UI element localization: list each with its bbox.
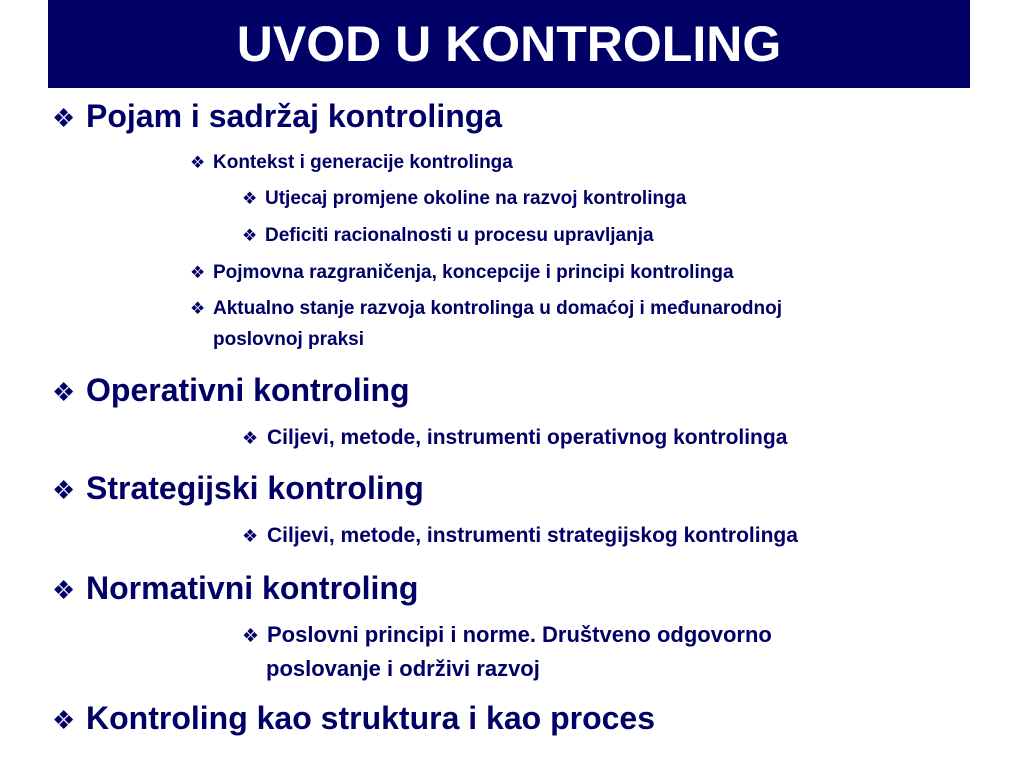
list-item-aktualno: [190, 298, 782, 320]
list-item-kontekst: [190, 152, 513, 174]
list-item-label: Kontekst i generacije kontrolinga: [213, 152, 513, 173]
diamond-bullet-icon: ❖: [190, 263, 206, 282]
diamond-bullet-icon: ❖: [242, 526, 259, 546]
list-item-label: Kontroling kao struktura i kao proces: [86, 700, 655, 736]
list-item-continuation: poslovnoj praksi: [213, 329, 364, 350]
list-item-label: Normativni kontroling: [86, 570, 419, 606]
diamond-bullet-icon: ❖: [242, 626, 260, 647]
list-item-label: Aktualno stanje razvoja kontrolinga u domaćoj i međunarodnoj: [213, 298, 783, 319]
list-item-ciljevi-strategijskog: [242, 524, 798, 548]
diamond-bullet-icon: ❖: [242, 189, 258, 208]
list-item-utjecaj: [242, 188, 686, 210]
list-item-label: Ciljevi, metode, instrumenti strategijskog kontrolinga: [267, 524, 798, 547]
title-banner: [48, 0, 970, 88]
diamond-bullet-icon: ❖: [190, 153, 206, 172]
diamond-bullet-icon: ❖: [52, 575, 76, 605]
list-item-label: Operativni kontroling: [86, 372, 410, 408]
diamond-bullet-icon: ❖: [52, 705, 76, 735]
list-item-normativni: [52, 570, 418, 607]
list-item-label: Ciljevi, metode, instrumenti operativnog kontrolinga: [267, 426, 788, 449]
list-item-strategijski: [52, 470, 424, 507]
slide-title: UVOD U KONTROLING: [236, 16, 782, 72]
list-item-operativni: [52, 372, 410, 409]
list-item-label: Poslovni principi i norme. Društveno odgovorno: [267, 622, 772, 647]
list-item-kontroling-struktura: [52, 700, 655, 737]
diamond-bullet-icon: ❖: [242, 428, 259, 448]
list-item-label: Pojam i sadržaj kontrolinga: [86, 98, 503, 134]
list-item-pojmovna: [190, 262, 734, 284]
list-item-deficiti: [242, 225, 654, 247]
diamond-bullet-icon: ❖: [190, 299, 206, 318]
list-item-ciljevi-operativnog: [242, 426, 787, 450]
list-item-poslovni-principi: [242, 622, 772, 648]
list-item-pojam: [52, 98, 502, 135]
diamond-bullet-icon: ❖: [52, 475, 76, 505]
list-item-label: Deficiti racionalnosti u procesu upravljanja: [265, 225, 654, 246]
diamond-bullet-icon: ❖: [52, 103, 76, 133]
list-item-label: Utjecaj promjene okoline na razvoj kontrolinga: [265, 188, 687, 209]
list-item-continuation: poslovanje i održivi razvoj: [266, 656, 540, 681]
diamond-bullet-icon: ❖: [242, 226, 258, 245]
list-item-label: Pojmovna razgraničenja, koncepcije i principi kontrolinga: [213, 262, 734, 283]
list-item-label: Strategijski kontroling: [86, 470, 424, 506]
diamond-bullet-icon: ❖: [52, 377, 76, 407]
